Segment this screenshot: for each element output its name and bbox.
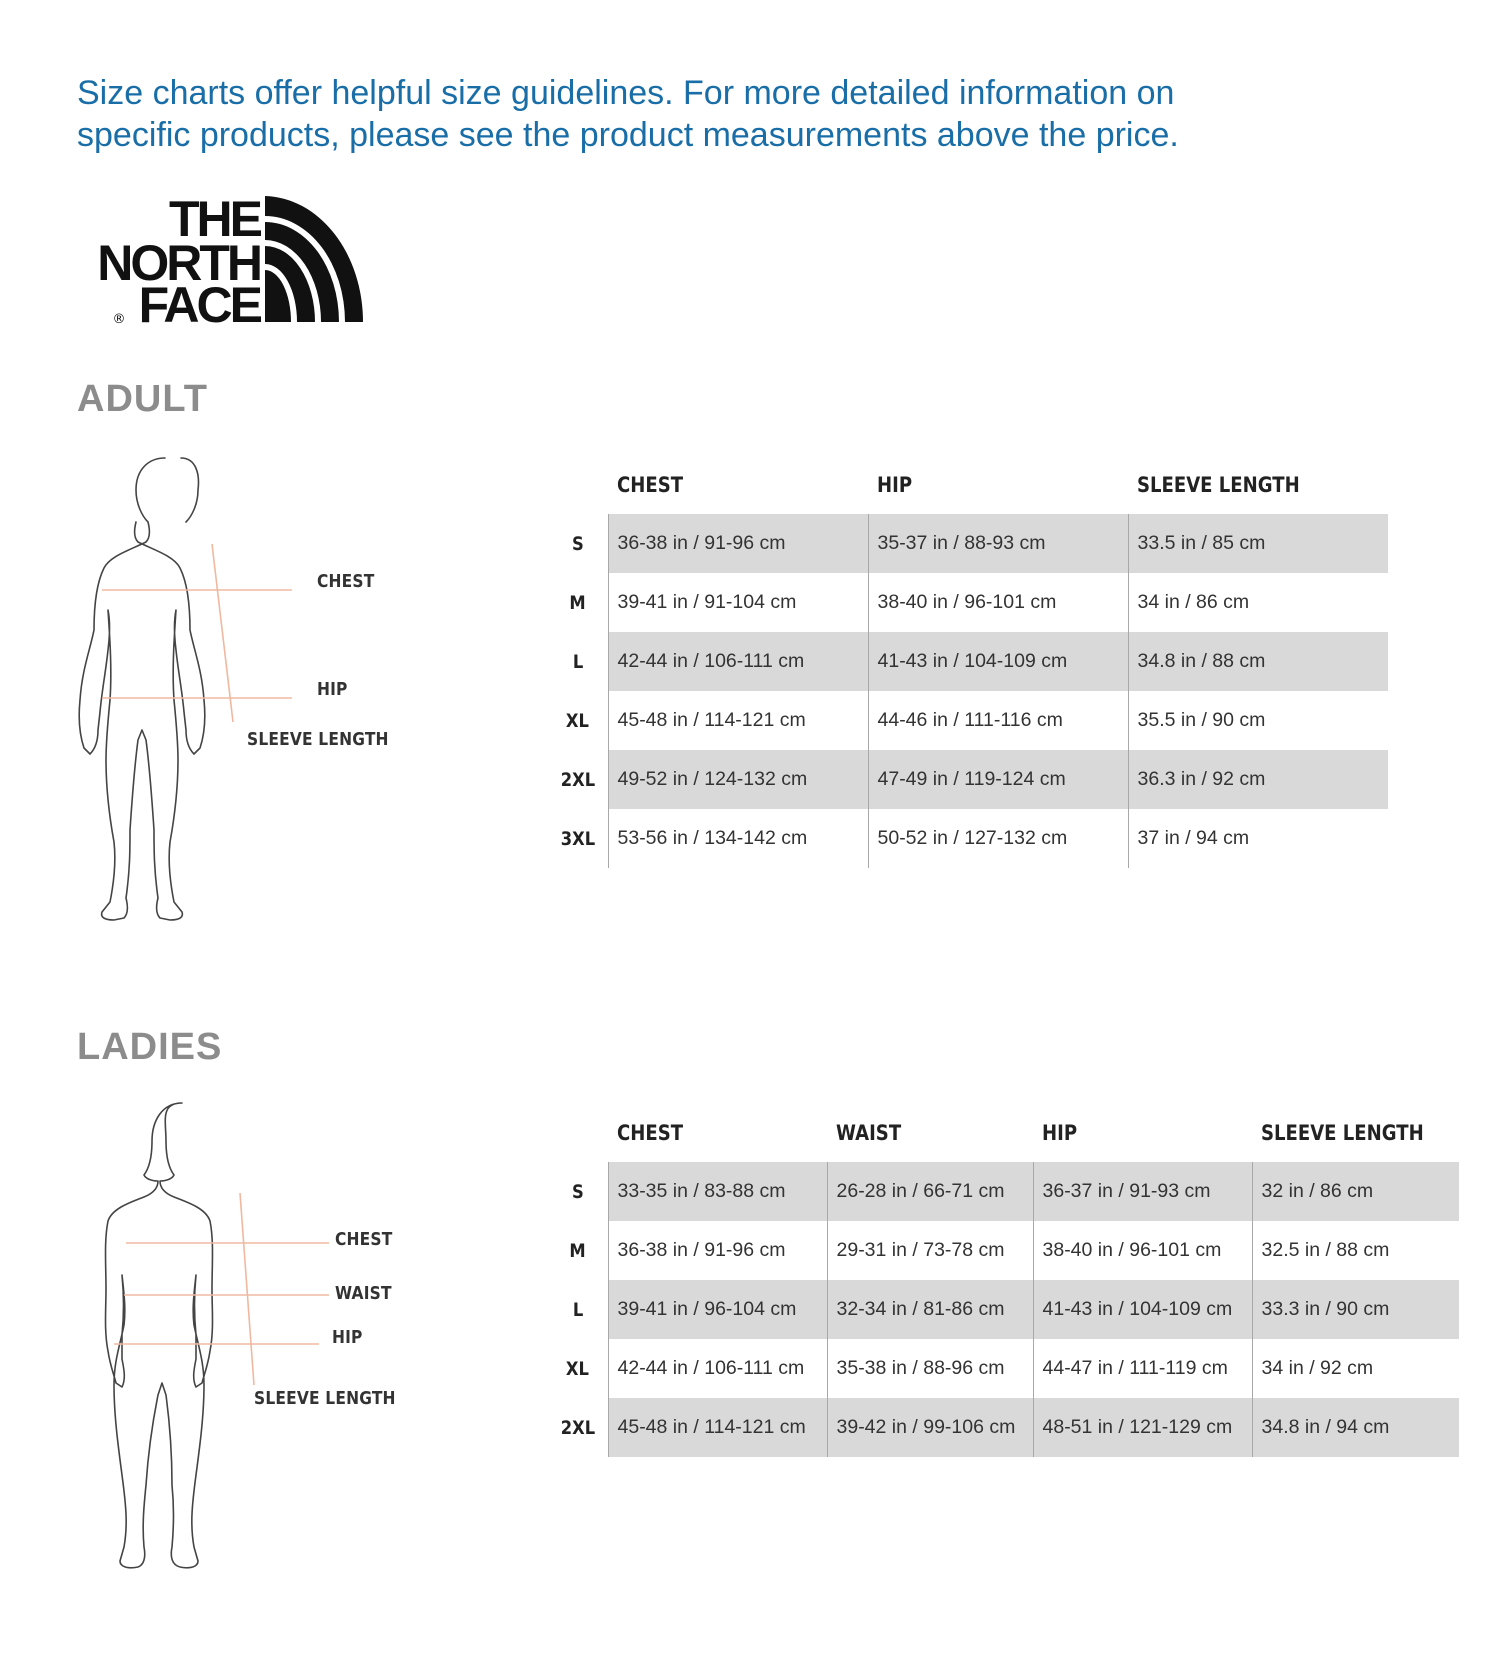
sleeve-cell: 34.8 in / 94 cm (1252, 1398, 1459, 1457)
size-label: 3XL (560, 827, 595, 850)
size-label: S (571, 532, 584, 555)
size-label: L (572, 650, 583, 673)
adult-figure-outline (79, 458, 205, 920)
adult-sleeve-measure-line (212, 544, 233, 722)
logo-line-the: THE (169, 192, 260, 247)
chest-cell: 53-56 in / 134-142 cm (608, 809, 868, 868)
chest-cell: 45-48 in / 114-121 cm (608, 1398, 827, 1457)
ladies-waist-label: WAIST (335, 1283, 392, 1304)
adult-header-hip: HIP (877, 473, 913, 497)
sleeve-cell: 32.5 in / 88 cm (1252, 1221, 1459, 1280)
adult-table-header-row (548, 456, 1388, 514)
hip-cell: 41-43 in / 104-109 cm (868, 632, 1128, 691)
size-label: S (571, 1180, 584, 1203)
chest-cell: 39-41 in / 96-104 cm (608, 1280, 827, 1339)
waist-cell: 29-31 in / 73-78 cm (827, 1221, 1033, 1280)
sleeve-cell: 34.8 in / 88 cm (1128, 632, 1388, 691)
waist-cell: 26-28 in / 66-71 cm (827, 1162, 1033, 1221)
adult-header-chest: CHEST (617, 473, 684, 497)
table-row (548, 1398, 1459, 1457)
waist-cell: 35-38 in / 88-96 cm (827, 1339, 1033, 1398)
adult-chest-label: CHEST (317, 571, 375, 592)
ladies-header-sleeve-length: SLEEVE LENGTH (1261, 1121, 1424, 1145)
ladies-size-table (548, 1104, 1459, 1457)
hip-cell: 35-37 in / 88-93 cm (868, 514, 1128, 573)
intro-text (77, 72, 1377, 156)
hip-cell: 41-43 in / 104-109 cm (1033, 1280, 1252, 1339)
table-row (548, 750, 1388, 809)
ladies-header-size (548, 1104, 608, 1162)
table-row (548, 1339, 1459, 1398)
ladies-header-waist: WAIST (836, 1121, 902, 1145)
ladies-table-header-row (548, 1104, 1459, 1162)
adult-header-size (548, 456, 608, 514)
table-row (548, 1162, 1459, 1221)
intro-line-2: specific products, please see the product measurements above the price. (77, 116, 1179, 154)
logo-line-north: NORTH (97, 235, 260, 291)
waist-cell: 32-34 in / 81-86 cm (827, 1280, 1033, 1339)
adult-header-sleeve-length: SLEEVE LENGTH (1137, 473, 1300, 497)
size-label: 2XL (560, 768, 595, 791)
size-label: M (569, 591, 586, 614)
size-label: M (569, 1239, 586, 1262)
ladies-sleeve-label: SLEEVE LENGTH (254, 1388, 396, 1409)
hip-cell: 44-47 in / 111-119 cm (1033, 1339, 1252, 1398)
sleeve-cell: 33.3 in / 90 cm (1252, 1280, 1459, 1339)
sleeve-cell: 34 in / 86 cm (1128, 573, 1388, 632)
hip-cell: 48-51 in / 121-129 cm (1033, 1398, 1252, 1457)
chest-cell: 42-44 in / 106-111 cm (608, 1339, 827, 1398)
table-row (548, 691, 1388, 750)
table-row (548, 1221, 1459, 1280)
waist-cell: 39-42 in / 99-106 cm (827, 1398, 1033, 1457)
the-north-face-logo (80, 192, 363, 324)
hip-cell: 36-37 in / 91-93 cm (1033, 1162, 1252, 1221)
table-row (548, 514, 1388, 573)
chest-cell: 45-48 in / 114-121 cm (608, 691, 868, 750)
size-label: 2XL (560, 1416, 595, 1439)
sleeve-cell: 36.3 in / 92 cm (1128, 750, 1388, 809)
adult-section-title: ADULT (77, 378, 208, 420)
chest-cell: 36-38 in / 91-96 cm (608, 514, 868, 573)
sleeve-cell: 37 in / 94 cm (1128, 809, 1388, 868)
chest-cell: 36-38 in / 91-96 cm (608, 1221, 827, 1280)
adult-size-table (548, 456, 1388, 868)
chest-cell: 33-35 in / 83-88 cm (608, 1162, 827, 1221)
adult-hip-label: HIP (317, 679, 348, 700)
size-label: XL (566, 1357, 590, 1380)
chest-cell: 49-52 in / 124-132 cm (608, 750, 868, 809)
ladies-figure-outline (106, 1103, 213, 1568)
ladies-chest-label: CHEST (335, 1229, 393, 1250)
chest-cell: 42-44 in / 106-111 cm (608, 632, 868, 691)
ladies-header-chest: CHEST (617, 1121, 684, 1145)
hip-cell: 38-40 in / 96-101 cm (1033, 1221, 1252, 1280)
table-row (548, 809, 1388, 868)
chest-cell: 39-41 in / 91-104 cm (608, 573, 868, 632)
sleeve-cell: 34 in / 92 cm (1252, 1339, 1459, 1398)
table-row (548, 1280, 1459, 1339)
ladies-hip-label: HIP (332, 1327, 363, 1348)
logo-registered-mark: ® (112, 312, 126, 324)
sleeve-cell: 35.5 in / 90 cm (1128, 691, 1388, 750)
hip-cell: 44-46 in / 111-116 cm (868, 691, 1128, 750)
sleeve-cell: 32 in / 86 cm (1252, 1162, 1459, 1221)
hip-cell: 38-40 in / 96-101 cm (868, 573, 1128, 632)
ladies-sleeve-measure-line (240, 1193, 254, 1385)
adult-sleeve-label: SLEEVE LENGTH (247, 729, 389, 750)
logo-line-face: FACE (138, 277, 260, 324)
half-dome-icon (265, 196, 363, 322)
ladies-header-hip: HIP (1042, 1121, 1078, 1145)
size-label: XL (566, 709, 590, 732)
table-row (548, 573, 1388, 632)
adult-body-figure (70, 450, 380, 950)
intro-line-1: Size charts offer helpful size guidelines. For more detailed information on (77, 74, 1175, 112)
hip-cell: 47-49 in / 119-124 cm (868, 750, 1128, 809)
table-row (548, 632, 1388, 691)
size-label: L (572, 1298, 583, 1321)
sleeve-cell: 33.5 in / 85 cm (1128, 514, 1388, 573)
ladies-section-title: LADIES (77, 1026, 223, 1068)
hip-cell: 50-52 in / 127-132 cm (868, 809, 1128, 868)
